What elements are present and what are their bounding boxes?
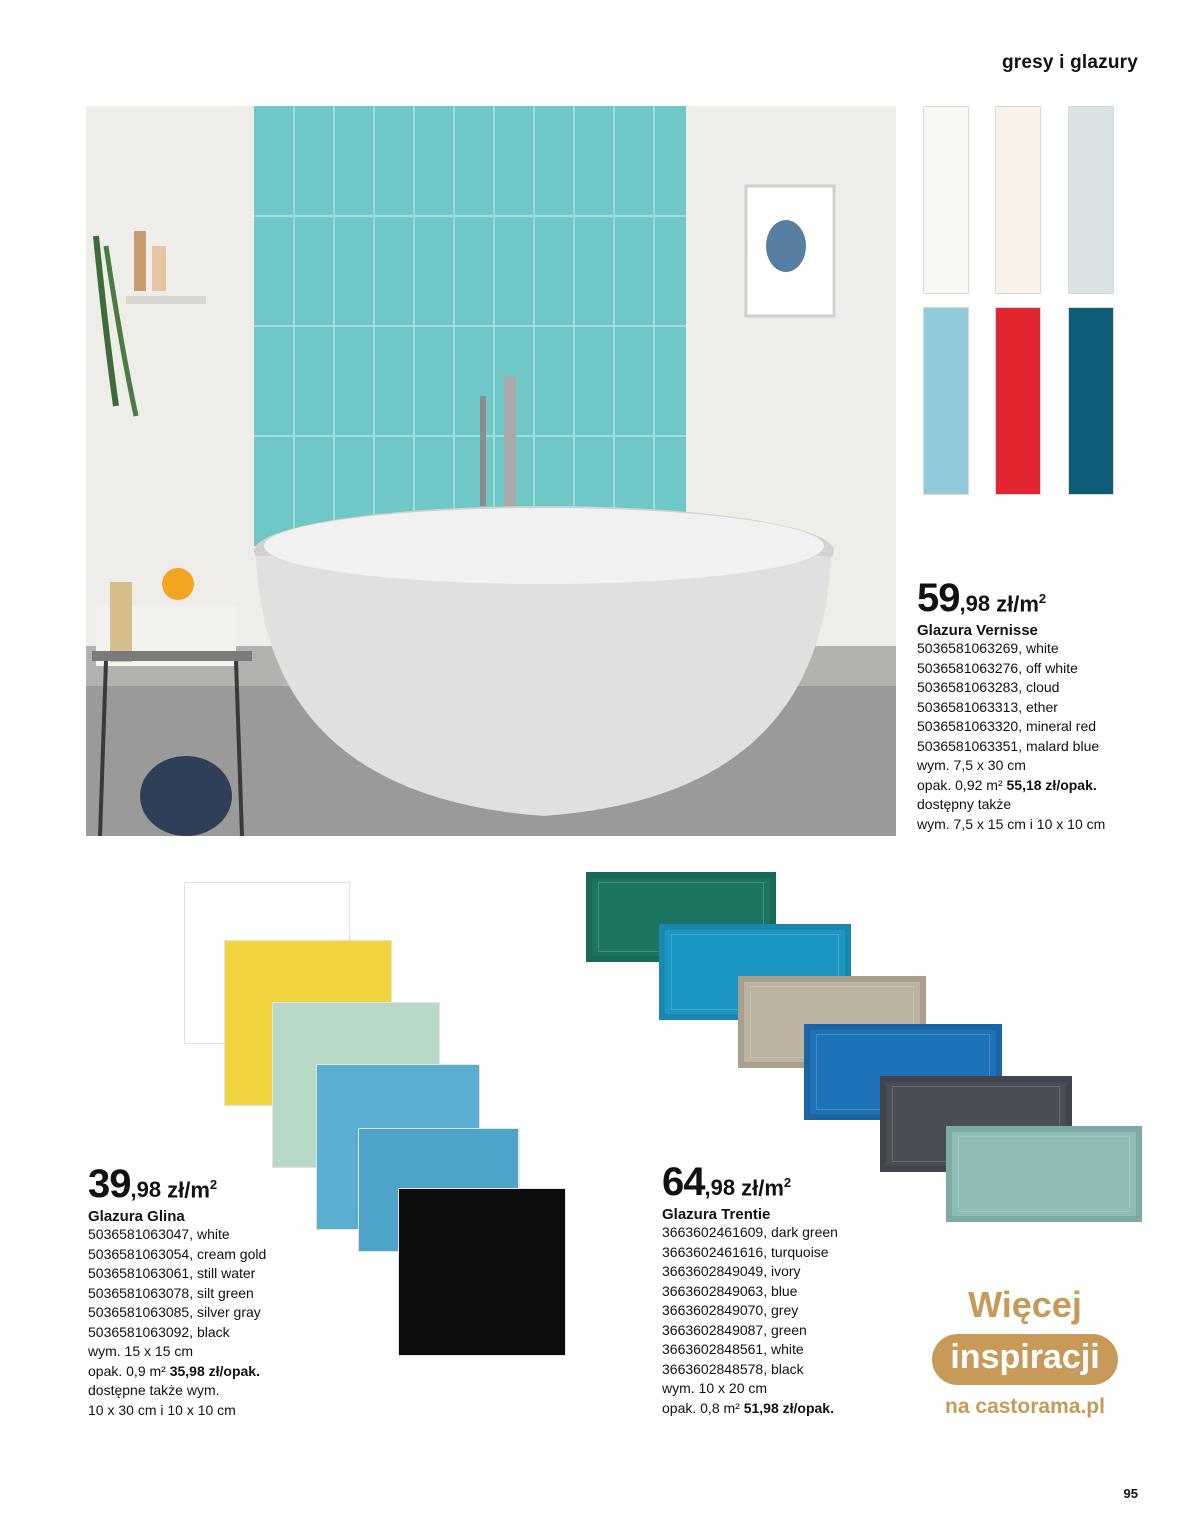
also-sizes: 10 x 30 cm i 10 x 10 cm — [88, 1401, 236, 1418]
product-code: 3663602849063, blue — [662, 1282, 798, 1299]
pack-info: opak. 0,8 m² 51,98 zł/opak. — [662, 1399, 834, 1416]
tile-size: wym. 10 x 20 cm — [662, 1380, 768, 1396]
promo-heading: Więcej — [968, 1284, 1082, 1325]
product-code: 5036581063313, ether — [917, 698, 1058, 715]
glina-name: Glazura Glina — [88, 1208, 185, 1225]
tile-swatch-cloud — [1068, 106, 1114, 294]
tile-size: wym. 7,5 x 30 cm — [917, 757, 1026, 773]
product-code: 5036581063351, malard blue — [917, 737, 1100, 754]
glina-price: 39 ,98 $zł/m^2$ — [88, 1162, 218, 1206]
tile-trentie-green — [946, 1126, 1142, 1222]
product-code: 5036581063320, mineral red — [917, 718, 1097, 734]
tile-glina-black — [398, 1188, 566, 1356]
trentie-price: 64 ,98 $zł/m^2$ — [662, 1160, 792, 1204]
vernisse-product-info — [917, 576, 1105, 834]
promo-pill: inspiracji — [932, 1334, 1117, 1385]
product-code: 3663602848578, black — [662, 1360, 804, 1377]
tile-swatch-ether — [923, 307, 969, 495]
trentie-product-info — [662, 1160, 838, 1418]
bathroom-photo — [86, 106, 896, 836]
page-number: 95 — [1123, 1486, 1138, 1501]
bathroom-photo-icon — [86, 106, 896, 836]
tile-swatch-malard-blue — [1068, 307, 1114, 495]
promo-link[interactable]: na castorama.pl — [945, 1395, 1105, 1418]
trentie-name: Glazura Trentie — [662, 1206, 771, 1223]
product-code: 5036581063054, cream gold — [88, 1245, 267, 1262]
product-code: 3663602849087, green — [662, 1321, 807, 1338]
product-code: 5036581063047, white — [88, 1226, 230, 1242]
product-code: 5036581063283, cloud — [917, 679, 1060, 695]
vernisse-name: Glazura Vernisse — [917, 622, 1038, 639]
tile-swatch-white — [923, 106, 969, 294]
tile-size: wym. 15 x 15 cm — [88, 1343, 194, 1359]
product-code: 5036581063276, off white — [917, 659, 1078, 676]
tile-swatch-mineral-red — [995, 307, 1041, 495]
vernisse-price: 59 ,98 $zł/m^2$ — [917, 576, 1047, 620]
also-available: dostępne także wym. — [88, 1382, 220, 1398]
product-code: 3663602461616, turquoise — [662, 1243, 829, 1260]
product-code: 5036581063269, white — [917, 640, 1059, 656]
product-code: 5036581063078, silt green — [88, 1284, 254, 1301]
pack-info: opak. 0,92 m² 55,18 zł/opak. — [917, 776, 1097, 793]
pack-info: opak. 0,9 m² 35,98 zł/opak. — [88, 1362, 260, 1379]
product-code: 5036581063085, silver gray — [88, 1304, 261, 1320]
also-available: dostępny także — [917, 796, 1012, 812]
product-code: 3663602849049, ivory — [662, 1263, 801, 1279]
product-code: 3663602848561, white — [662, 1341, 804, 1357]
also-sizes: wym. 7,5 x 15 cm i 10 x 10 cm — [917, 815, 1106, 832]
section-title: gresy i glazury — [1001, 52, 1138, 73]
product-code: 5036581063092, black — [88, 1323, 230, 1340]
glina-product-info — [88, 1162, 266, 1420]
product-code: 3663602849070, grey — [662, 1302, 799, 1318]
product-code: 3663602461609, dark green — [662, 1224, 838, 1240]
product-code: 5036581063061, still water — [88, 1265, 256, 1281]
tile-swatch-off-white — [995, 106, 1041, 294]
promo-castorama[interactable] — [906, 1284, 1144, 1419]
